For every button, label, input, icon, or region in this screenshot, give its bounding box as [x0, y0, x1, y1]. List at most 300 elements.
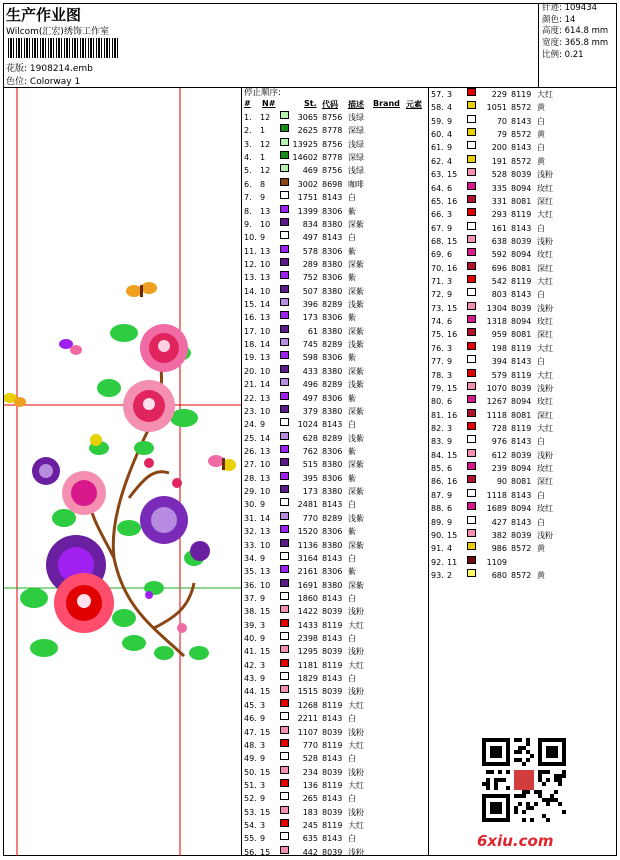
row-desc: 大红: [537, 210, 553, 220]
header-code: 代码: [322, 100, 338, 109]
row-needle: 10: [260, 580, 271, 590]
table-row: [242, 418, 428, 431]
row-code: 8143: [322, 794, 343, 804]
row-stitches: 173: [302, 313, 318, 323]
row-stitches: 245: [302, 821, 318, 831]
qr-code: [482, 738, 566, 822]
row-needle: 13: [260, 567, 271, 577]
row-index: 52.: [244, 794, 257, 804]
row-desc: 白: [348, 193, 356, 203]
color-swatch: [280, 285, 289, 293]
row-index: 53.: [244, 807, 257, 817]
table-row: [242, 832, 428, 845]
row-code: 8380: [322, 366, 343, 376]
row-stitches: 1051: [486, 103, 507, 113]
row-stitches: 293: [491, 210, 507, 220]
row-needle: 9: [260, 834, 266, 844]
row-needle: 10: [260, 540, 271, 550]
table-row: [429, 342, 553, 355]
row-index: 45.: [244, 700, 257, 710]
row-code: 8039: [511, 450, 532, 460]
stat-stitches: 针迹: 109434: [542, 3, 598, 13]
row-desc: 玫红: [537, 183, 553, 193]
row-stitches: 578: [302, 246, 318, 256]
table-row: [429, 275, 553, 288]
row-index: 61.: [431, 143, 444, 153]
row-index: 80.: [431, 397, 444, 407]
color-swatch: [280, 445, 289, 453]
row-code: 8380: [322, 487, 343, 497]
row-needle: 3: [260, 620, 266, 630]
header-index: #: [244, 99, 251, 108]
table-row: [429, 449, 553, 462]
row-index: 65.: [431, 196, 444, 206]
row-desc: 浅粉: [348, 687, 364, 697]
row-code: 8119: [322, 780, 343, 790]
color-swatch: [467, 88, 476, 96]
row-needle: 3: [447, 277, 453, 287]
row-stitches: 528: [302, 754, 318, 764]
row-needle: 15: [260, 767, 271, 777]
color-swatch: [280, 579, 289, 587]
row-index: 55.: [244, 834, 257, 844]
color-swatch: [467, 328, 476, 336]
row-index: 3.: [244, 139, 252, 149]
row-index: 39.: [244, 620, 257, 630]
row-code: 8119: [511, 277, 532, 287]
row-desc: 白: [348, 714, 356, 724]
row-stitches: 1318: [486, 317, 507, 327]
row-needle: 9: [260, 420, 266, 430]
row-index: 27.: [244, 460, 257, 470]
color-swatch: [467, 288, 476, 296]
row-code: 8306: [322, 353, 343, 363]
row-desc: 深紫: [348, 406, 364, 416]
row-needle: 9: [447, 223, 453, 233]
color-swatch: [280, 766, 289, 774]
row-index: 59.: [431, 116, 444, 126]
row-index: 16.: [244, 313, 257, 323]
row-desc: 大红: [348, 780, 364, 790]
row-desc: 浅粉: [537, 303, 553, 313]
row-stitches: 229: [491, 90, 507, 99]
row-index: 13.: [244, 273, 257, 283]
row-stitches: 3002: [297, 179, 318, 189]
row-desc: 浅粉: [348, 607, 364, 617]
color-swatch: [467, 569, 476, 577]
row-needle: 13: [260, 353, 271, 363]
color-swatch: [280, 632, 289, 640]
row-code: 8039: [511, 383, 532, 393]
color-swatch: [280, 124, 289, 132]
barcode: [8, 38, 118, 58]
row-code: 8143: [511, 143, 532, 153]
color-swatch: [280, 832, 289, 840]
row-desc: 白: [537, 143, 545, 153]
row-desc: 紫: [348, 393, 356, 403]
row-code: 8039: [322, 727, 343, 737]
row-index: 50.: [244, 767, 257, 777]
row-stitches: 592: [491, 250, 507, 260]
row-desc: 深绿: [348, 153, 364, 163]
table-row: [242, 218, 428, 231]
row-index: 54.: [244, 821, 257, 831]
row-code: 8143: [322, 233, 343, 243]
color-swatch: [467, 529, 476, 537]
row-index: 75.: [431, 330, 444, 340]
row-index: 56.: [244, 847, 257, 857]
row-desc: 白: [537, 437, 545, 447]
color-swatch: [280, 191, 289, 199]
row-stitches: 265: [302, 794, 318, 804]
row-desc: 大红: [348, 821, 364, 831]
table-row: [429, 182, 553, 195]
color-swatch: [467, 502, 476, 510]
embroidery-svg: [4, 88, 241, 856]
row-stitches: 680: [491, 570, 507, 580]
row-desc: 白: [348, 500, 356, 510]
row-code: 8698: [322, 179, 343, 189]
stats-box: [538, 3, 617, 87]
row-code: 8119: [322, 660, 343, 670]
row-needle: 14: [260, 300, 271, 310]
flower-top: [140, 324, 188, 372]
row-code: 8306: [322, 393, 343, 403]
row-needle: 9: [260, 193, 266, 203]
row-desc: 大红: [537, 90, 553, 99]
color-swatch: [280, 378, 289, 386]
table-row: [242, 445, 428, 458]
row-needle: 13: [260, 206, 271, 216]
row-code: 8039: [322, 807, 343, 817]
row-stitches: 762: [302, 446, 318, 456]
row-stitches: 497: [302, 233, 318, 243]
row-index: 43.: [244, 674, 257, 684]
row-desc: 大红: [537, 423, 553, 433]
color-swatch: [280, 458, 289, 466]
row-code: 8143: [322, 634, 343, 644]
color-swatch: [280, 178, 289, 186]
row-needle: 9: [447, 490, 453, 500]
row-code: 8039: [511, 236, 532, 246]
embroidery-preview: [4, 88, 241, 856]
row-code: 8289: [322, 340, 343, 350]
row-index: 49.: [244, 754, 257, 764]
row-index: 5.: [244, 166, 252, 176]
row-needle: 9: [447, 517, 453, 527]
color-swatch: [280, 525, 289, 533]
table-row: [242, 579, 428, 592]
row-index: 19.: [244, 353, 257, 363]
stop-sequence-col1: [242, 88, 428, 859]
row-stitches: 2625: [297, 126, 318, 136]
row-needle: 10: [260, 259, 271, 269]
row-desc: 白: [537, 116, 545, 126]
row-index: 58.: [431, 103, 444, 113]
row-stitches: 234: [302, 767, 318, 777]
row-desc: 紫: [348, 206, 356, 216]
row-needle: 15: [447, 383, 458, 393]
row-index: 32.: [244, 527, 257, 537]
row-index: 77.: [431, 357, 444, 367]
row-desc: 玫红: [537, 464, 553, 474]
row-desc: 大红: [348, 620, 364, 630]
row-needle: 16: [447, 410, 458, 420]
row-needle: 15: [447, 303, 458, 313]
row-code: 8289: [322, 433, 343, 443]
row-needle: 9: [260, 233, 266, 243]
table-row: [242, 619, 428, 632]
color-swatch: [280, 779, 289, 787]
row-index: 11.: [244, 246, 257, 256]
row-desc: 玫红: [537, 250, 553, 260]
row-stitches: 427: [491, 517, 507, 527]
row-needle: 16: [447, 330, 458, 340]
table-row: [242, 458, 428, 471]
table-row: [242, 632, 428, 645]
row-index: 57.: [431, 90, 444, 99]
color-swatch: [280, 752, 289, 760]
color-swatch: [280, 472, 289, 480]
table-row: [242, 338, 428, 351]
row-index: 22.: [244, 393, 257, 403]
row-index: 68.: [431, 236, 444, 246]
color-swatch: [467, 422, 476, 430]
row-needle: 15: [260, 647, 271, 657]
row-desc: 深红: [537, 263, 553, 273]
row-needle: 10: [260, 460, 271, 470]
row-index: 42.: [244, 660, 257, 670]
table-row: [429, 115, 545, 128]
row-code: 8143: [322, 553, 343, 563]
flower-red-large: [54, 573, 114, 633]
row-stitches: 3164: [297, 553, 318, 563]
row-code: 8572: [511, 544, 532, 554]
row-stitches: 959: [491, 330, 507, 340]
row-needle: 13: [260, 527, 271, 537]
row-index: 15.: [244, 300, 257, 310]
table-row: [429, 248, 553, 261]
table-row: [429, 395, 553, 408]
row-stitches: 1399: [297, 206, 318, 216]
row-stitches: 1109: [486, 557, 507, 567]
color-swatch: [467, 208, 476, 216]
row-code: 8289: [322, 300, 343, 310]
row-index: 48.: [244, 740, 257, 750]
row-desc: 紫: [348, 567, 356, 577]
row-needle: 15: [260, 807, 271, 817]
table-row: [429, 288, 545, 301]
row-code: 8119: [511, 423, 532, 433]
table-row: [429, 302, 553, 315]
table-row: [429, 462, 553, 475]
row-desc: 浅粉: [348, 767, 364, 777]
row-desc: 白: [348, 634, 356, 644]
row-index: 73.: [431, 303, 444, 313]
table-row: [242, 405, 428, 418]
row-stitches: 442: [302, 847, 318, 857]
color-swatch: [280, 699, 289, 707]
row-desc: 白: [537, 290, 545, 300]
row-stitches: 289: [302, 259, 318, 269]
color-swatch: [280, 164, 289, 172]
row-desc: 深紫: [348, 286, 364, 296]
row-index: 86.: [431, 477, 444, 487]
row-index: 79.: [431, 383, 444, 393]
table-row: [242, 311, 428, 324]
row-code: 8119: [511, 90, 532, 99]
row-desc: 浅紫: [348, 433, 364, 443]
table-row: [242, 766, 428, 779]
table-row: [429, 529, 553, 542]
row-desc: 大红: [537, 343, 553, 353]
row-code: 8289: [322, 380, 343, 390]
row-desc: 白: [348, 553, 356, 563]
color-swatch: [467, 556, 476, 564]
row-code: 8081: [511, 477, 532, 487]
color-swatch: [280, 405, 289, 413]
table-row: [242, 752, 428, 765]
table-row: [242, 231, 428, 244]
row-stitches: 331: [491, 196, 507, 206]
row-code: 8081: [511, 263, 532, 273]
row-needle: 9: [260, 714, 266, 724]
row-desc: 白: [348, 834, 356, 844]
table-row: [242, 498, 428, 511]
row-needle: 15: [447, 530, 458, 540]
row-stitches: 1024: [297, 420, 318, 430]
row-needle: 9: [260, 593, 266, 603]
stop-sequence-col2: [429, 88, 553, 582]
row-needle: 9: [260, 553, 266, 563]
table-row: [242, 565, 428, 578]
pattern-info: [6, 61, 93, 74]
row-stitches: 1136: [297, 540, 318, 550]
table-row: [242, 325, 428, 338]
row-code: 8380: [322, 286, 343, 296]
color-swatch: [467, 115, 476, 123]
color-swatch: [467, 101, 476, 109]
row-desc: 浅粉: [537, 236, 553, 246]
row-needle: 9: [447, 143, 453, 153]
row-index: 41.: [244, 647, 257, 657]
row-stitches: 496: [302, 380, 318, 390]
table-row: [429, 208, 553, 221]
color-swatch: [280, 659, 289, 667]
row-index: 33.: [244, 540, 257, 550]
row-desc: 白: [537, 223, 545, 233]
table-row: [429, 155, 545, 168]
row-stitches: 834: [302, 219, 318, 229]
row-stitches: 469: [302, 166, 318, 176]
table-row: [429, 382, 553, 395]
row-desc: 紫: [348, 246, 356, 256]
color-swatch: [467, 516, 476, 524]
table-row: [429, 315, 553, 328]
color-swatch: [280, 726, 289, 734]
row-needle: 12: [260, 113, 271, 122]
row-index: 51.: [244, 780, 257, 790]
row-index: 63.: [431, 170, 444, 180]
row-index: 46.: [244, 714, 257, 724]
color-swatch: [467, 302, 476, 310]
row-needle: 13: [260, 273, 271, 283]
flower-purple-right: [140, 496, 188, 544]
row-index: 7.: [244, 193, 252, 203]
row-desc: 黄: [537, 103, 545, 113]
row-needle: 9: [260, 754, 266, 764]
color-swatch: [280, 485, 289, 493]
row-desc: 浅粉: [537, 170, 553, 180]
color-swatch: [280, 325, 289, 333]
color-swatch: [467, 195, 476, 203]
row-needle: 13: [260, 393, 271, 403]
table-row: [242, 191, 428, 204]
table-row: [242, 111, 428, 124]
row-code: 8143: [511, 290, 532, 300]
color-swatch: [280, 245, 289, 253]
row-index: 66.: [431, 210, 444, 220]
color-swatch: [280, 806, 289, 814]
row-code: 8306: [322, 567, 343, 577]
row-index: 60.: [431, 130, 444, 140]
row-index: 64.: [431, 183, 444, 193]
row-stitches: 433: [302, 366, 318, 376]
table-row: [242, 392, 428, 405]
row-needle: 9: [447, 116, 453, 126]
row-desc: 紫: [348, 353, 356, 363]
row-index: 89.: [431, 517, 444, 527]
table-row: [242, 525, 428, 538]
table-row: [242, 672, 428, 685]
row-code: 8306: [322, 313, 343, 323]
company-name: Wilcom(汇宏)绣饰工作室: [6, 27, 109, 37]
row-desc: 深红: [537, 410, 553, 420]
color-swatch: [280, 218, 289, 226]
row-needle: 6: [447, 397, 453, 407]
row-code: 8039: [322, 767, 343, 777]
row-code: 8039: [511, 530, 532, 540]
row-needle: 12: [260, 166, 271, 176]
color-swatch: [280, 111, 289, 119]
row-code: 8380: [322, 540, 343, 550]
row-code: 8380: [322, 406, 343, 416]
row-needle: 10: [260, 487, 271, 497]
row-desc: 深紫: [348, 540, 364, 550]
table-row: [429, 369, 553, 382]
row-code: 8572: [511, 103, 532, 113]
table-row: [242, 351, 428, 364]
row-needle: 14: [260, 380, 271, 390]
flower-left: [62, 471, 106, 515]
row-needle: 4: [447, 103, 453, 113]
row-stitches: 803: [491, 290, 507, 300]
row-desc: 深紫: [348, 580, 364, 590]
row-index: 10.: [244, 233, 257, 243]
row-index: 34.: [244, 553, 257, 563]
color-swatch: [280, 338, 289, 346]
row-stitches: 394: [491, 357, 507, 367]
row-code: 8081: [511, 330, 532, 340]
row-index: 9.: [244, 219, 252, 229]
row-needle: 14: [260, 433, 271, 443]
row-stitches: 628: [302, 433, 318, 443]
color-swatch: [467, 462, 476, 470]
table-row: [242, 592, 428, 605]
color-swatch: [280, 739, 289, 747]
color-swatch: [467, 275, 476, 283]
header-element: 元素: [406, 100, 422, 109]
